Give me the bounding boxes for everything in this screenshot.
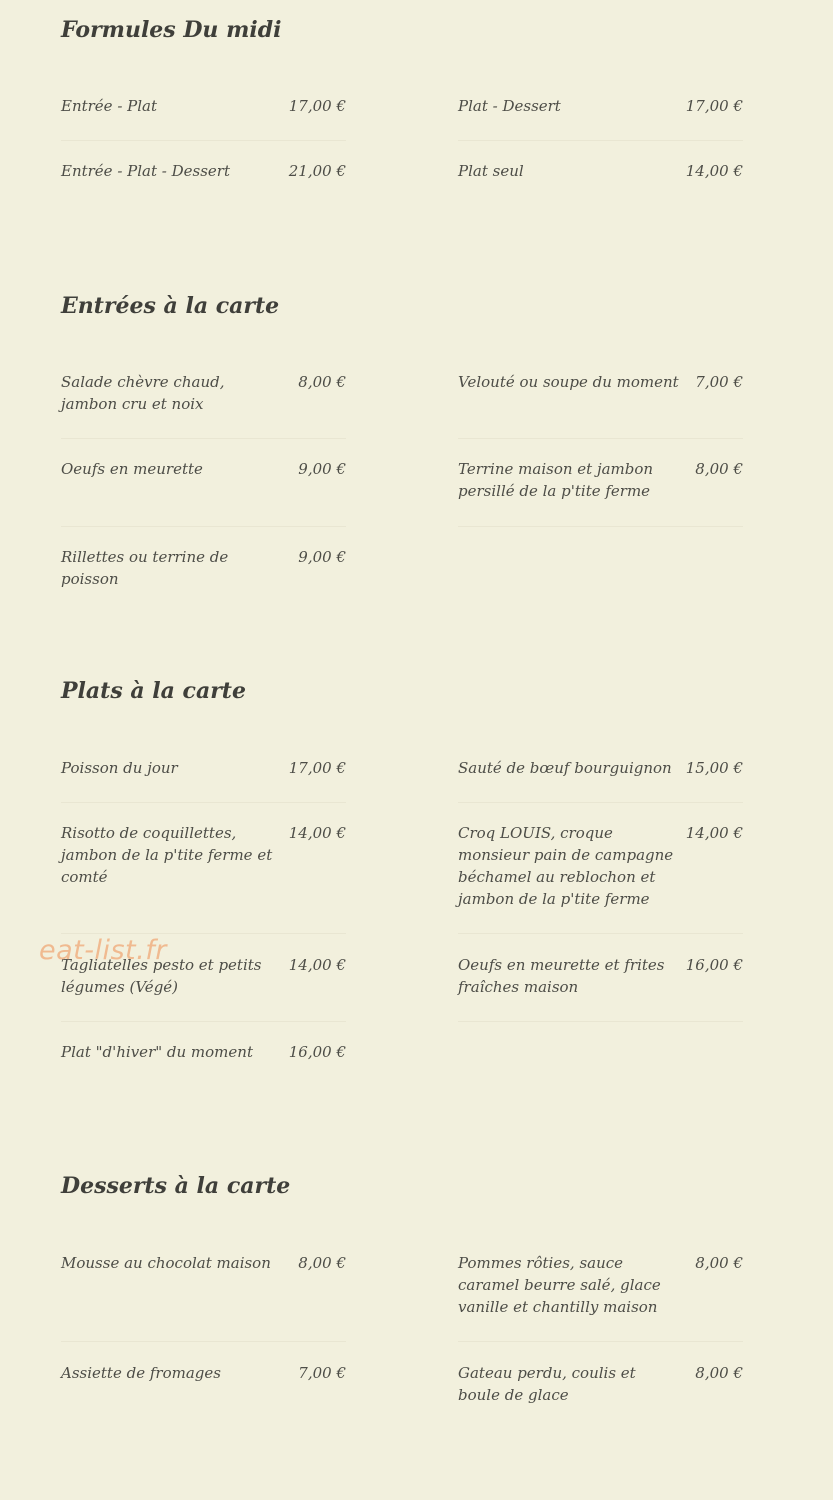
section-title: Desserts à la carte [61, 1173, 291, 1199]
item-name: Entrée - Plat - Dessert [61, 162, 231, 180]
item-name: Pommes rôties, sauce caramel beurre salé, glace vanille et chantilly maison [458, 1254, 661, 1316]
divider [458, 933, 743, 934]
item-price: 17,00 € [288, 97, 346, 115]
item-price: 9,00 € [298, 548, 346, 566]
item-name: Tagliatelles pesto et petits légumes (Végé) [61, 956, 262, 996]
divider [61, 140, 346, 141]
item-name: Plat - Dessert [458, 97, 561, 115]
item-name: Terrine maison et jambon persillé de la p'tite ferme [458, 460, 654, 500]
item-name: Oeufs en meurette et frites fraîches maison [458, 956, 665, 996]
item-name: Croq LOUIS, croque monsieur pain de campagne béchamel au reblochon et jambon de la p'tite ferme [458, 824, 674, 908]
item-name: Risotto de coquillettes, jambon de la p'tite ferme et comté [61, 824, 273, 886]
divider [61, 438, 346, 439]
divider [458, 140, 743, 141]
item-name: Salade chèvre chaud, jambon cru et noix [61, 373, 225, 413]
item-price: 16,00 € [288, 1043, 346, 1061]
divider [61, 1021, 346, 1022]
divider [61, 933, 346, 934]
divider [458, 1021, 743, 1022]
item-price: 14,00 € [685, 162, 743, 180]
divider [61, 802, 346, 803]
section-title: Formules Du midi [61, 17, 282, 43]
section-title: Entrées à la carte [61, 293, 280, 319]
item-name: Plat "d'hiver" du moment [61, 1043, 253, 1061]
item-name: Sauté de bœuf bourguignon [458, 759, 672, 777]
divider [458, 526, 743, 527]
item-price: 17,00 € [685, 97, 743, 115]
item-name: Velouté ou soupe du moment [458, 373, 679, 391]
item-price: 8,00 € [298, 1254, 346, 1272]
item-price: 15,00 € [685, 759, 743, 777]
section-title: Plats à la carte [61, 678, 246, 704]
item-price: 8,00 € [695, 460, 743, 478]
divider [61, 526, 346, 527]
item-price: 7,00 € [695, 373, 743, 391]
item-price: 14,00 € [685, 824, 743, 842]
divider [458, 438, 743, 439]
item-price: 16,00 € [685, 956, 743, 974]
item-name: Rillettes ou terrine de poisson [61, 548, 229, 588]
watermark-text: eat-list.fr [39, 935, 167, 966]
item-name: Poisson du jour [61, 759, 178, 777]
item-price: 8,00 € [695, 1254, 743, 1272]
item-price: 21,00 € [288, 162, 346, 180]
item-name: Oeufs en meurette [61, 460, 203, 478]
item-price: 17,00 € [288, 759, 346, 777]
divider [61, 1341, 346, 1342]
item-price: 8,00 € [298, 373, 346, 391]
divider [458, 1341, 743, 1342]
item-price: 14,00 € [288, 824, 346, 842]
item-name: Gateau perdu, coulis et boule de glace [458, 1364, 636, 1404]
item-price: 7,00 € [298, 1364, 346, 1382]
item-price: 8,00 € [695, 1364, 743, 1382]
item-name: Entrée - Plat [61, 97, 158, 115]
item-name: Mousse au chocolat maison [61, 1254, 271, 1272]
item-price: 14,00 € [288, 956, 346, 974]
item-name: Assiette de fromages [61, 1364, 221, 1382]
divider [458, 802, 743, 803]
item-name: Plat seul [458, 162, 524, 180]
item-price: 9,00 € [298, 460, 346, 478]
